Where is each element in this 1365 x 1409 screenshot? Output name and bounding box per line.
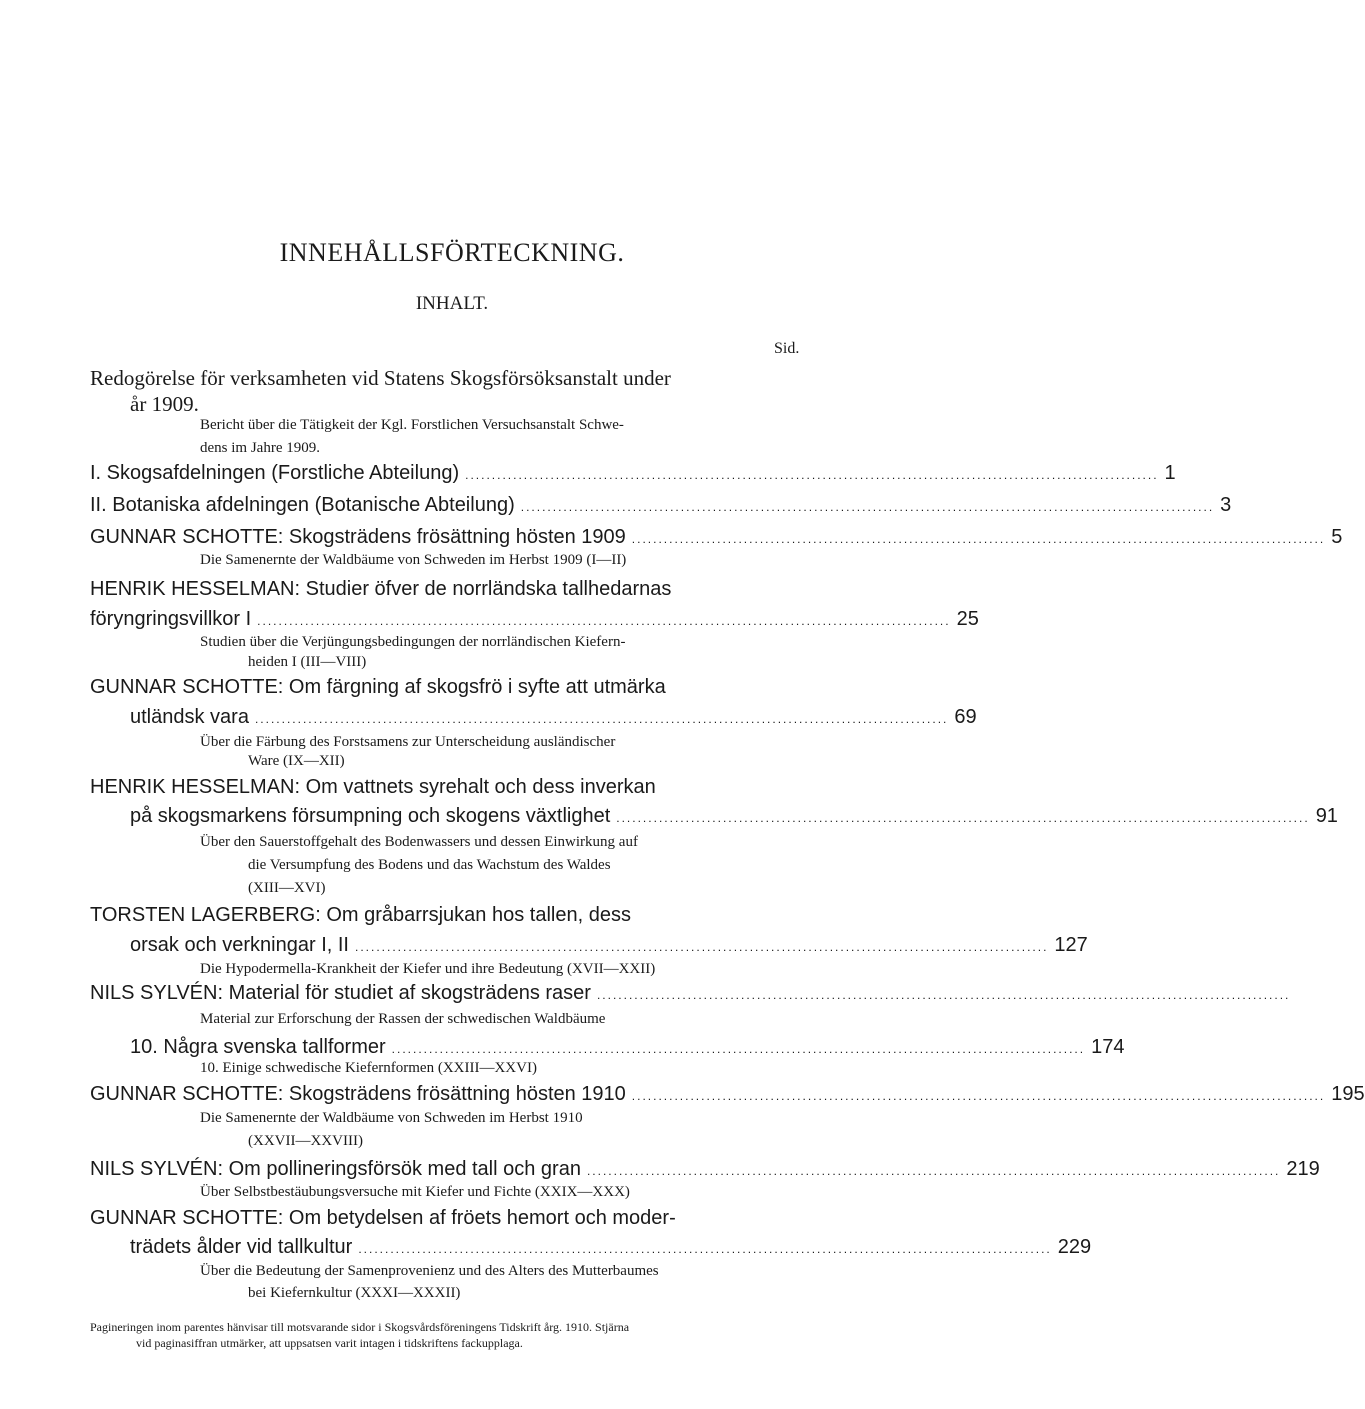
toc-german-title: heiden I (III—VIII) [248, 654, 367, 670]
toc-entry-title: NILS SYLVÉN: Material för studiet af skogsträdens raser [90, 982, 591, 1004]
leader-dots: .................................................................................................................................. [358, 1242, 1052, 1256]
toc-page-number: 127 [1054, 934, 1088, 956]
toc-entry-title: II. Botaniska afdelningen (Botanische Abteilung) [90, 494, 515, 516]
toc-page-number: 219 [1286, 1158, 1320, 1180]
page-column-label: Sid. [774, 340, 800, 357]
toc-entry-title: NILS SYLVÉN: Om pollineringsförsök med tall och gran [90, 1158, 581, 1180]
toc-page-number: 5 [1331, 526, 1343, 548]
toc-german-title: Material zur Erforschung der Rassen der schwedischen Waldbäume [200, 1011, 606, 1027]
leader-dots: .................................................................................................................................. [631, 1089, 1326, 1103]
toc-entry[interactable] [90, 462, 1176, 485]
toc-entry-title-cont: orsak och verkningar I, II [130, 934, 349, 956]
toc-entry[interactable] [90, 608, 979, 631]
leader-dots: .................................................................................................................................. [465, 468, 1159, 482]
toc-entry-title: GUNNAR SCHOTTE: Skogsträdens frösättning hösten 1909 [90, 526, 626, 548]
toc-german-title: Die Samenernte der Waldbäume von Schweden im Herbst 1910 [200, 1110, 583, 1126]
toc-german-title: Über die Färbung des Forstsamens zur Unterscheidung ausländischer [200, 734, 616, 750]
toc-entry-title-cont: trädets ålder vid tallkultur [130, 1236, 353, 1258]
toc-entry-title-cont: föryngringsvillkor I [90, 608, 252, 630]
toc-page-number: 69 [954, 706, 977, 728]
toc-german-title: Über den Sauerstoffgehalt des Bodenwassers und dessen Einwirkung auf [200, 834, 638, 850]
toc-entry[interactable] [130, 1036, 1125, 1059]
toc-german-title: Studien über die Verjüngungsbedingungen der norrländischen Kiefern- [200, 634, 626, 650]
toc-page-number: 91 [1315, 805, 1338, 827]
toc-german-title: (XXVII—XXVIII) [248, 1133, 363, 1149]
toc-entry-title[interactable]: GUNNAR SCHOTTE: Om färgning af skogsfrö i syfte att utmärka [90, 676, 666, 698]
toc-entry[interactable] [130, 805, 1338, 828]
toc-entry-title: GUNNAR SCHOTTE: Skogsträdens frösättning hösten 1910 [90, 1083, 626, 1105]
toc-page-number: 174 [1091, 1036, 1125, 1058]
leader-dots: .................................................................................................................................. [616, 811, 1310, 825]
leader-dots: .................................................................................................................................. [254, 712, 949, 726]
intro-line-1: Redogörelse för verksamheten vid Statens Skogsförsöksanstalt under [90, 366, 671, 390]
toc-entry-title-cont: utländsk vara [130, 706, 249, 728]
toc-german-title: Über Selbstbestäubungsversuche mit Kiefer und Fichte (XXIX—XXX) [200, 1184, 630, 1200]
leader-dots: .................................................................................................................................. [520, 500, 1215, 514]
toc-german-title: bei Kiefernkultur (XXXI—XXXII) [248, 1285, 461, 1301]
toc-german-title: Ware (IX—XII) [248, 753, 345, 769]
page-subtitle: INHALT. [415, 293, 489, 314]
toc-german-title: Die Hypodermella-Krankheit der Kiefer und ihre Bedeutung (XVII—XXII) [200, 961, 656, 977]
toc-entry[interactable] [130, 706, 977, 729]
toc-entry-title[interactable]: HENRIK HESSELMAN: Om vattnets syrehalt och dess inverkan [90, 776, 656, 798]
toc-entry[interactable] [130, 1236, 1092, 1259]
toc-entry[interactable] [90, 982, 1291, 1005]
intro-line-2: år 1909. [130, 392, 199, 416]
leader-dots: .................................................................................................................................. [257, 614, 951, 628]
toc-entry-title[interactable]: TORSTEN LAGERBERG: Om gråbarrsjukan hos tallen, dess [90, 904, 631, 926]
toc-german-title: 10. Einige schwedische Kiefernformen (XXIII—XXVI) [200, 1060, 537, 1076]
footnote-line-1: Pagineringen inom parentes hänvisar till motsvarande sidor i Skogsvårdsföreningens Tidskrift årg. 1910. Stjärna [90, 1320, 630, 1334]
toc-german-title: (XIII—XVI) [248, 880, 326, 896]
toc-entry[interactable] [130, 934, 1088, 957]
page-title: INNEHÅLLSFÖRTECKNING. [279, 238, 625, 267]
leader-dots: .................................................................................................................................. [354, 940, 1049, 954]
leader-dots: .................................................................................................................................. [586, 1164, 1281, 1178]
toc-entry-title[interactable]: GUNNAR SCHOTTE: Om betydelsen af fröets hemort och moder- [90, 1207, 676, 1229]
toc-german-title: Die Samenernte der Waldbäume von Schweden im Herbst 1909 (I—II) [200, 552, 627, 568]
toc-entry-title[interactable]: HENRIK HESSELMAN: Studier öfver de norrländska tallhedarnas [90, 578, 672, 600]
leader-dots: .................................................................................................................................. [631, 532, 1326, 546]
toc-page-number: 195 [1331, 1083, 1365, 1105]
toc-german-title: Über die Bedeutung der Samenprovenienz und des Alters des Mutterbaumes [200, 1263, 659, 1279]
toc-german-title: die Versumpfung des Bodens und das Wachstum des Waldes [248, 857, 611, 873]
toc-entry-title: 10. Några svenska tallformer [130, 1036, 386, 1058]
leader-dots: .................................................................................................................................. [596, 988, 1291, 1002]
toc-page-number: 229 [1057, 1236, 1092, 1258]
intro-german-1: Bericht über die Tätigkeit der Kgl. Forstlichen Versuchsanstalt Schwe- [200, 417, 624, 433]
toc-entry-title-cont: på skogsmarkens försumpning och skogens växtlighet [130, 805, 611, 827]
leader-dots: .................................................................................................................................. [391, 1042, 1086, 1056]
footnote-line-2: vid paginasiffran utmärker, att uppsatsen varit intagen i tidskriftens fackupplaga. [136, 1336, 523, 1350]
toc-entry[interactable] [90, 1083, 1365, 1106]
toc-entry-title: I. Skogsafdelningen (Forstliche Abteilung) [90, 462, 460, 484]
toc-entry[interactable] [90, 494, 1232, 517]
toc-entry[interactable] [90, 1158, 1320, 1181]
toc-entry[interactable] [90, 526, 1343, 549]
intro-german-2: dens im Jahre 1909. [200, 440, 320, 456]
toc-page-number: 1 [1164, 462, 1176, 484]
toc-page-number: 25 [956, 608, 979, 630]
toc-page-number: 3 [1220, 494, 1232, 516]
